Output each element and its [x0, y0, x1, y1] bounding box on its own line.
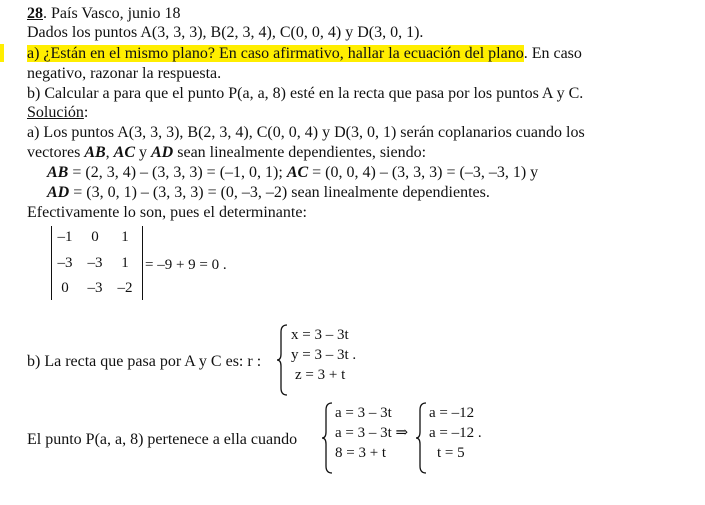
line-r-label: b) La recta que pasa por A y C es: r :: [27, 353, 262, 370]
question-a: a) ¿Están en el mismo plano? En caso afirmativo, hallar la ecuación del plano. En caso: [27, 45, 582, 62]
det-cell: –3: [57, 255, 73, 271]
left-brace-icon: [415, 402, 427, 474]
statement-line: Dados los puntos A(3, 3, 3), B(2, 3, 4), C(0, 0, 4) y D(3, 0, 1).: [27, 24, 424, 41]
determinant-result: = –9 + 9 = 0 .: [145, 257, 227, 273]
left-brace-icon: [321, 402, 333, 474]
solution-a-line1: a) Los puntos A(3, 3, 3), B(2, 3, 4), C(0, 0, 4) y D(3, 0, 1) serán coplanarios cuando los: [27, 124, 585, 141]
question-a-continued: negativo, razonar la respuesta.: [27, 65, 222, 82]
det-cell: –2: [117, 280, 133, 296]
det-cell: –1: [57, 229, 73, 245]
problem-title: 28. País Vasco, junio 18: [27, 5, 181, 22]
det-cell: 0: [61, 280, 69, 296]
left-brace-icon: [276, 324, 288, 396]
det-cell: 1: [121, 229, 129, 245]
system-r: x = 3 – 3t y = 3 – 3t . z = 3 + t: [291, 327, 357, 383]
system-p-left: a = 3 – 3t a = 3 – 3t ⇒ 8 = 3 + t: [335, 405, 409, 461]
det-cell: 0: [91, 229, 99, 245]
det-cell: –3: [87, 280, 103, 296]
determinant-matrix: [51, 226, 143, 300]
highlight-margin-bar: [0, 44, 4, 62]
vector-ad: AD = (3, 0, 1) – (3, 3, 3) = (0, –3, –2) sean linealmente dependientes.: [47, 184, 490, 201]
solution-heading: Solución:: [27, 104, 89, 121]
vector-ab-ac: AB = (2, 3, 4) – (3, 3, 3) = (–1, 0, 1); AC = (0, 0, 4) – (3, 3, 3) = (–3, –3, 1) y: [47, 164, 539, 181]
solution-a-line2: vectores AB, AC y AD sean linealmente dependientes, siendo:: [27, 144, 427, 161]
det-cell: –3: [87, 255, 103, 271]
determinant-intro: Efectivamente lo son, pues el determinante:: [27, 204, 307, 221]
system-p-right: a = –12 a = –12 . t = 5: [429, 405, 482, 461]
det-cell: 1: [121, 255, 129, 271]
point-p-label: El punto P(a, a, 8) pertenece a ella cuando: [27, 431, 298, 448]
question-b: b) Calcular a para que el punto P(a, a, 8) esté en la recta que pasa por los puntos A y C.: [27, 85, 584, 102]
